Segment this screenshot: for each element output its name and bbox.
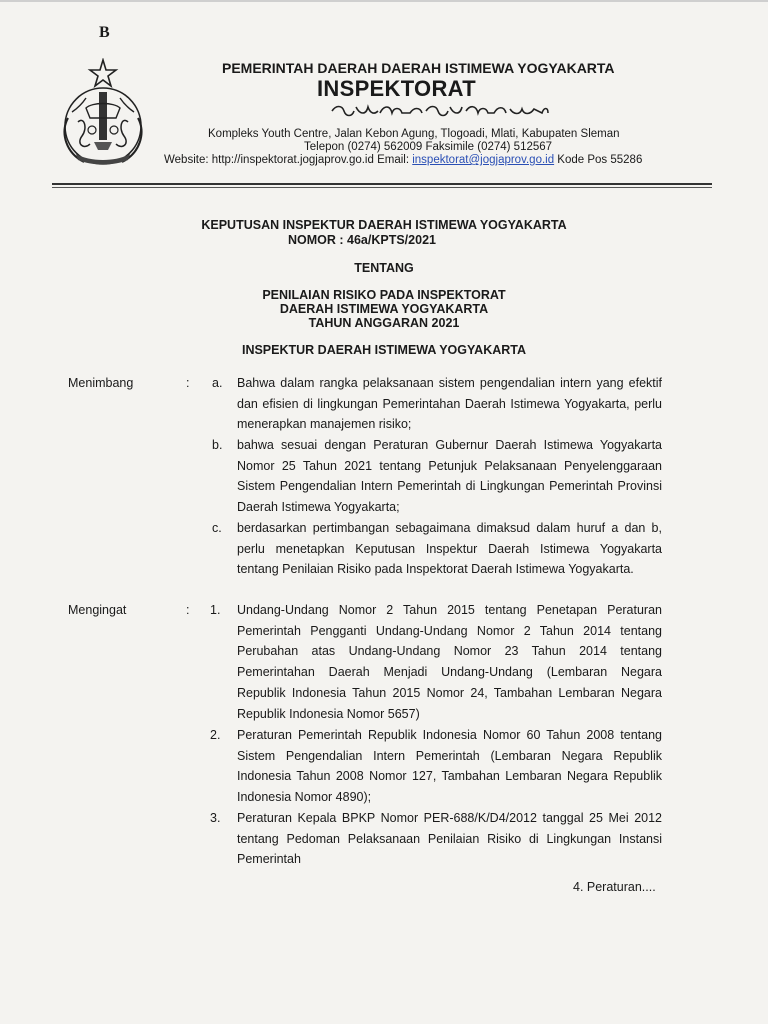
decree-about-heading: TENTANG [354,261,414,275]
considering-label: Menimbang [68,376,134,390]
considering-marker-c: c. [212,521,222,535]
considering-item-b: bahwa sesuai dengan Peraturan Gubernur Daerah Istimewa Yogyakarta Nomor 25 Tahun 2021 tentang Petunjuk Pelaksanaan Penyelenggaraan Sistem Pengendalian Intern Pemerintah di Lingkungan Pemerintah Provinsi Daerah Istimewa Yogyakarta; [237,438,662,515]
continuation-note: 4. Peraturan.... [573,880,656,894]
decree-issuer: INSPEKTUR DAERAH ISTIMEWA YOGYAKARTA [241,343,527,357]
organization-name: INSPEKTORAT [317,76,476,101]
decree-subject-line-1: PENILAIAN RISIKO PADA INSPEKTORAT [262,288,506,302]
decree-subject-line-3: TAHUN ANGGARAN 2021 [308,316,460,330]
considering-marker-a: a. [212,376,223,390]
considering-item-c: berdasarkan pertimbangan sebagaimana dimaksud dalam huruf a dan b, perlu menetapkan Keputusan Inspektur Daerah Istimewa Yogyakarta tentang Penilaian Risiko pada Inspektorat Daerah Istimewa Yogyakarta. [237,521,662,577]
decree-number: NOMOR : 46a/KPTS/2021 [288,233,436,247]
recalling-marker-2: 2. [210,728,221,742]
considering-item-a: Bahwa dalam rangka pelaksanaan sistem pengendalian intern yang efektif dan efisien di lingkungan Pemerintahan Daerah Istimewa Yogyakarta, perlu menerapkan manajemen risiko; [237,376,662,432]
office-address: Kompleks Youth Centre, Jalan Kebon Agung, Tlogoadi, Mlati, Kabupaten Sleman [208,128,620,140]
letterhead-rule-thick [52,183,712,185]
email-link[interactable]: inspektorat@jogjaprov.go.id [412,154,555,166]
recalling-marker-3: 3. [210,811,221,825]
recalling-colon: : [186,603,190,617]
decree-title: KEPUTUSAN INSPEKTUR DAERAH ISTIMEWA YOGYAKARTA [201,218,567,232]
recalling-item-1: Undang-Undang Nomor 2 Tahun 2015 tentang Penetapan Peraturan Pemerintah Pengganti Undang-Undang Nomor 2 Tahun 2014 tentang Perubahan atas Undang-Undang Nomor 23 Tahun 2014 tentang Pemerintahan Daerah Menjadi Undang-Undang (Lembaran Negara Republik Indonesia Tahun 2015 Nomor 24, Tambahan Lembaran Negara Republik Indonesia Nomor 5657) [237,603,662,721]
recalling-label: Mengingat [68,603,127,617]
javanese-script-image [330,101,550,119]
postcode-text: Kode Pos 55286 [554,154,643,166]
recalling-item-2: Peraturan Pemerintah Republik Indonesia Nomor 60 Tahun 2008 tentang Sistem Pengendalian Intern Pemerintah (Lembaran Negara Republik Indonesia Tahun 2008 Nomor 127, Tambahan Lembaran Negara Republik Indonesia Nomor 4890); [237,728,662,805]
recalling-marker-1: 1. [210,603,221,617]
letterhead-rule-thin [52,187,712,188]
decree-subject-line-2: DAERAH ISTIMEWA YOGYAKARTA [279,302,489,316]
considering-marker-b: b. [212,438,223,452]
website-text: Website: http://inspektorat.jogjaprov.go.id Email: [164,154,413,166]
corner-mark: B [99,24,110,41]
office-phone: Telepon (0274) 562009 Faksimile (0274) 512567 [304,141,553,153]
considering-colon: : [186,376,190,390]
coat-of-arms-logo [56,58,156,170]
government-name: PEMERINTAH DAERAH DAERAH ISTIMEWA YOGYAKARTA [222,60,615,76]
recalling-item-3: Peraturan Kepala BPKP Nomor PER-688/K/D4/2012 tanggal 25 Mei 2012 tentang Pedoman Pelaksanaan Penilaian Risiko di Lingkungan Instansi Pemerintah [237,811,662,867]
page-edge [0,0,768,2]
office-contact-line [164,154,642,166]
